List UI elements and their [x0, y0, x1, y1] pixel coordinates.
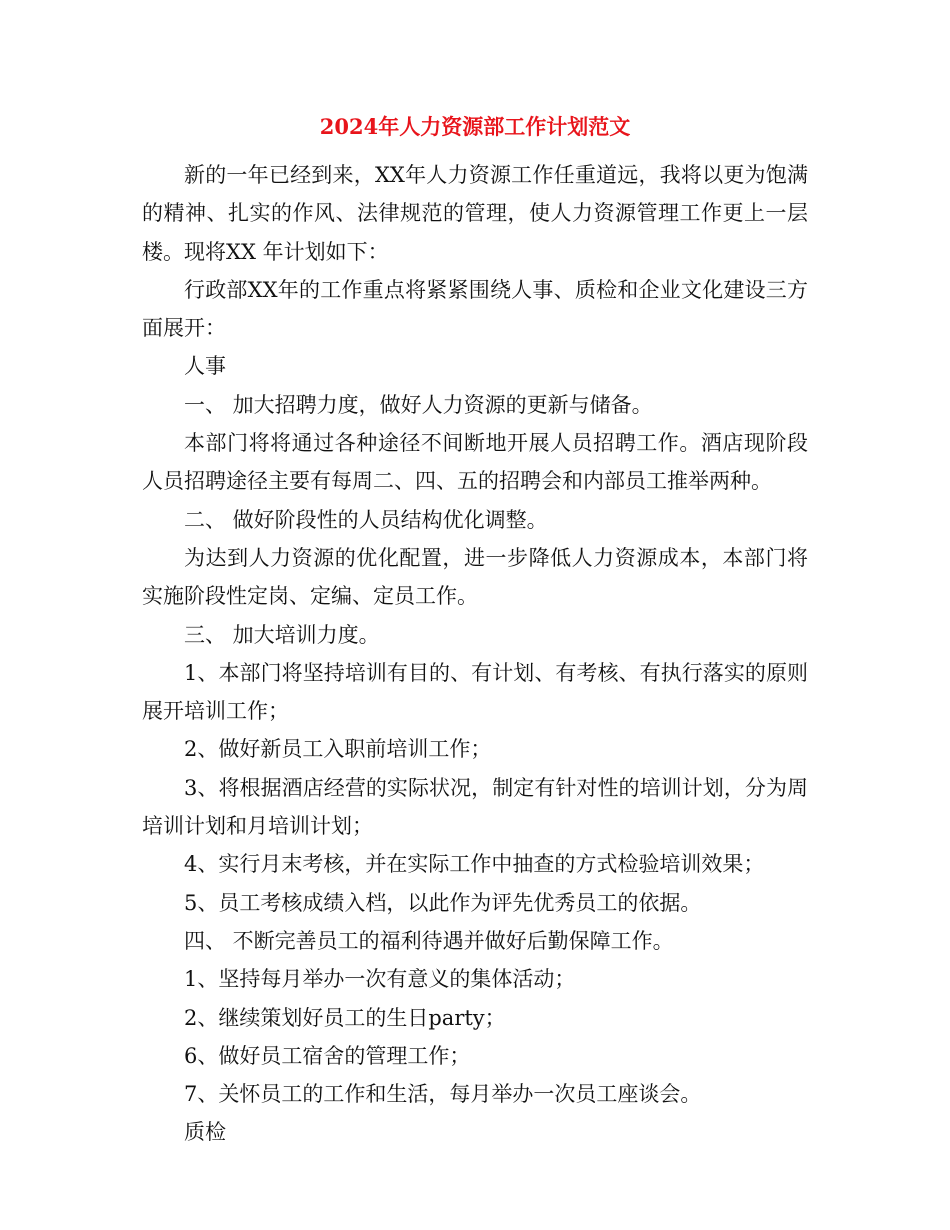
item-heading-2: 二、 做好阶段性的人员结构优化调整。: [184, 507, 548, 532]
section-heading-personnel: 人事: [184, 354, 226, 379]
list-item: 1、坚持每月举办一次有意义的集体活动；: [184, 967, 576, 992]
list-item: 1、本部门将坚持培训有目的、有计划、有考核、有执行落实的原则展开培训工作；: [142, 660, 808, 724]
item-heading-4: 四、 不断完善员工的福利待遇并做好后勤保障工作。: [184, 928, 674, 953]
paragraph-intro: 新的一年已经到来，XX年人力资源工作任重道远，我将以更为饱满的精神、扎实的作风、法律规范的管理，使人力资源管理工作更上一层楼。现将XX 年计划如下：: [142, 163, 808, 264]
list-item: 5、员工考核成绩入档，以此作为评先优秀员工的依据。: [184, 890, 702, 915]
paragraph-focus: 行政部XX年的工作重点将紧紧围绕人事、质检和企业文化建设三方面展开：: [142, 277, 808, 341]
list-item: 2、做好新员工入职前培训工作；: [184, 737, 492, 762]
paragraph-recruitment: 本部门将将通过各种途径不间断地开展人员招聘工作。酒店现阶段人员招聘途径主要有每周二、四、五的招聘会和内部员工推举两种。: [142, 431, 808, 494]
document-title: 2024年人力资源部工作计划范文: [319, 114, 631, 139]
section-heading-quality: 质检: [184, 1120, 226, 1145]
list-item: 4、实行月末考核，并在实际工作中抽查的方式检验培训效果；: [184, 852, 765, 877]
list-item: 2、继续策划好员工的生日party；: [184, 1005, 506, 1030]
item-heading-1: 一、 加大招聘力度，做好人力资源的更新与储备。: [184, 392, 653, 417]
list-item: 3、将根据酒店经营的实际状况，制定有针对性的培训计划，分为周培训计划和月培训计划；: [142, 775, 808, 839]
item-heading-3: 三、 加大培训力度。: [184, 622, 380, 647]
document-body: [142, 156, 808, 1152]
list-item: 7、关怀员工的工作和生活，每月举办一次员工座谈会。: [184, 1082, 702, 1107]
list-item: 6、做好员工宿舍的管理工作；: [184, 1043, 471, 1068]
paragraph-optimization: 为达到人力资源的优化配置，进一步降低人力资源成本，本部门将实施阶段性定岗、定编、定员工作。: [142, 545, 808, 609]
